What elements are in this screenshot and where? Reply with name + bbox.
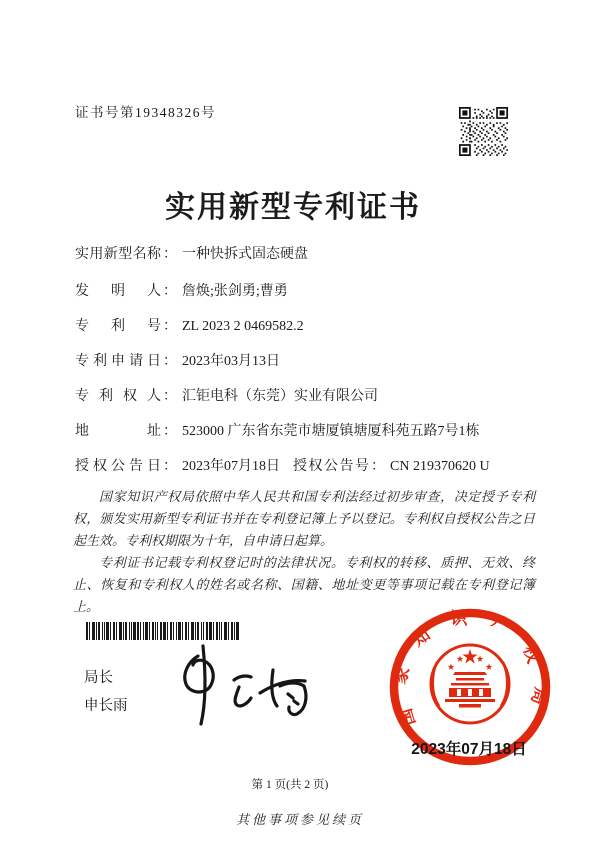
field-label: 授权公告号	[293, 459, 369, 474]
page-number: 第 1 页(共 2 页)	[251, 779, 329, 791]
field-label: 地址	[75, 424, 161, 439]
legal-paragraph-1: 国家知识产权局依照中华人民共和国专利法经过初步审查，决定授予专利权，颁发实用新型专利证书并在专利登记簿上予以登记。专利权自授权公告之日起生效。专利权期限为十年，自申请日起算。	[73, 489, 535, 548]
field-label: 专利申请日	[75, 354, 161, 369]
field-value: ZL 2023 2 0469582.2	[182, 319, 304, 334]
seal-date: 2023年07月18日	[411, 741, 527, 758]
agency-seal	[385, 604, 555, 772]
colon: ：	[163, 389, 177, 404]
field-value: CN 219370620 U	[390, 459, 490, 474]
colon: ：	[163, 424, 177, 439]
field-label: 授权公告日	[75, 459, 161, 474]
field-value: 一种快拆式固态硬盘	[182, 247, 308, 262]
qr-code-icon	[459, 107, 508, 156]
certificate-title: 实用新型专利证书	[165, 191, 421, 224]
field-row-address	[75, 420, 545, 440]
barcode	[86, 622, 239, 640]
seal-ring-text: 国家知识产权局	[389, 608, 551, 729]
field-grant-number	[293, 455, 490, 475]
field-value: 汇钜电科（东莞）实业有限公司	[182, 389, 378, 404]
field-label: 专利号	[75, 319, 161, 334]
field-value: 2023年07月18日	[182, 459, 280, 474]
field-row-inventors	[75, 280, 545, 300]
director-title: 局长	[84, 670, 113, 686]
field-row-patentee	[75, 385, 545, 405]
colon: ：	[163, 459, 177, 474]
director-block	[84, 664, 128, 720]
colon: ：	[163, 284, 177, 299]
field-label: 专利权人	[75, 389, 161, 404]
field-row-name	[75, 243, 545, 263]
colon: ：	[371, 459, 385, 474]
field-label: 实用新型名称	[75, 247, 161, 262]
field-row-grant	[75, 455, 545, 475]
field-label: 发明人	[75, 284, 161, 299]
legal-text	[73, 486, 535, 618]
field-value: 2023年03月13日	[182, 354, 280, 369]
director-name: 申长雨	[84, 698, 128, 714]
field-value: 523000 广东省东莞市塘厦镇塘厦科苑五路7号1栋	[182, 424, 480, 439]
certificate-number: 证书号第19348326号	[75, 105, 216, 120]
colon: ：	[163, 319, 177, 334]
continuation-note: 其他事项参见续页	[235, 812, 364, 827]
field-value: 詹焕;张剑勇;曹勇	[182, 284, 288, 299]
legal-paragraph-2: 专利证书记载专利权登记时的法律状况。专利权的转移、质押、无效、终止、恢复和专利权人的姓名或名称、国籍、地址变更等事项记载在专利登记簿上。	[73, 555, 535, 614]
svg-text:国家知识产权局	[389, 609, 551, 728]
colon: ：	[163, 247, 177, 262]
field-row-filing-date	[75, 350, 545, 370]
seal-emblem	[389, 609, 551, 728]
director-signature	[160, 640, 330, 740]
colon: ：	[163, 354, 177, 369]
field-row-patent-no	[75, 315, 545, 335]
